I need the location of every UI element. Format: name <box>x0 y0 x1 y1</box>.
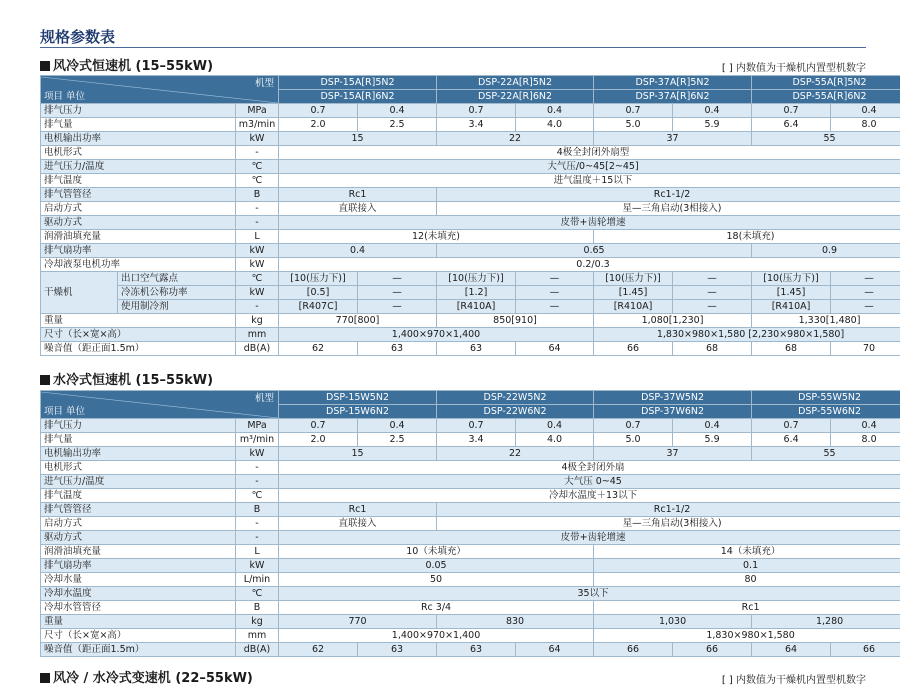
cell: 4极全封闭外扇 <box>279 461 900 475</box>
row-label: 排气压力 <box>41 104 236 118</box>
cell: 0.2/0.3 <box>279 258 900 272</box>
cell: 80 <box>594 573 900 587</box>
table-row <box>41 216 900 230</box>
row-unit: - <box>236 461 279 475</box>
row-unit: mm <box>236 328 279 342</box>
air-section-note: [ ] 内数值为干燥机内置型机数字 <box>721 63 866 74</box>
cell: 64 <box>516 643 594 657</box>
row-unit: ℃ <box>236 272 279 286</box>
cell: 5.0 <box>594 433 673 447</box>
table-row <box>41 419 900 433</box>
cell: 0.9 <box>752 244 900 258</box>
cell: — <box>673 286 752 300</box>
title-rule <box>40 47 866 48</box>
row-unit: ℃ <box>236 489 279 503</box>
table-row <box>41 587 900 601</box>
air-model-4b: DSP-55A[R]6N2 <box>752 90 900 104</box>
cell: 0.4 <box>831 104 900 118</box>
row-label: 电机形式 <box>41 461 236 475</box>
row-label: 冷却液泵电机功率 <box>41 258 236 272</box>
row-unit: dB(A) <box>236 643 279 657</box>
table-row <box>41 104 900 118</box>
water-model-2: DSP-22W5N2 <box>437 391 594 405</box>
table-row <box>41 300 900 314</box>
cell: 冷却水温度＋13以下 <box>279 489 900 503</box>
table-row <box>41 433 900 447</box>
row-unit: B <box>236 601 279 615</box>
cell: 18(未填充) <box>594 230 900 244</box>
cell: 4.0 <box>516 433 594 447</box>
water-section-heading-text: 水冷式恒速机 (15–55kW) <box>53 373 214 388</box>
water-spec-table <box>40 390 900 657</box>
row-unit: kW <box>236 447 279 461</box>
cell: 1,080[1,230] <box>594 314 752 328</box>
row-label: 出口空气露点 <box>118 272 236 286</box>
cell: 3.4 <box>437 118 516 132</box>
cell: [R410A] <box>594 300 673 314</box>
table-row <box>41 202 900 216</box>
cell: 1,400×970×1,400 <box>279 629 594 643</box>
row-label: 使用制冷剂 <box>118 300 236 314</box>
cell: 63 <box>358 643 437 657</box>
row-unit: ℃ <box>236 587 279 601</box>
cell: 22 <box>437 447 594 461</box>
cell: 直联接入 <box>279 517 437 531</box>
cell: 1,330[1,480] <box>752 314 900 328</box>
row-unit: kW <box>236 286 279 300</box>
cell: 770 <box>279 615 437 629</box>
cell: 10（未填充） <box>279 545 594 559</box>
row-unit: - <box>236 300 279 314</box>
page-title: 规格参数表 <box>40 28 116 46</box>
row-label: 重量 <box>41 615 236 629</box>
row-label: 尺寸（长×宽×高） <box>41 328 236 342</box>
cell: 66 <box>831 643 900 657</box>
row-unit: kW <box>236 258 279 272</box>
row-label: 噪音值（距正面1.5m） <box>41 342 236 356</box>
cell: — <box>673 272 752 286</box>
dryer-label: 干燥机 <box>41 272 118 314</box>
row-unit: MPa <box>236 104 279 118</box>
cell: — <box>516 286 594 300</box>
cell: 0.4 <box>358 104 437 118</box>
cell: 2.5 <box>358 433 437 447</box>
air-model-1b: DSP-15A[R]6N2 <box>279 90 437 104</box>
cell: 68 <box>752 342 831 356</box>
table-row <box>41 559 900 573</box>
cell: 2.0 <box>279 118 358 132</box>
cell: [10(压力下)] <box>752 272 831 286</box>
cell: 15 <box>279 132 437 146</box>
cell: [0.5] <box>279 286 358 300</box>
row-unit: m³/min <box>236 433 279 447</box>
air-model-2b: DSP-22A[R]6N2 <box>437 90 594 104</box>
cell: 64 <box>516 342 594 356</box>
cell: 皮带+齿轮增速 <box>279 531 900 545</box>
cell: [10(压力下)] <box>437 272 516 286</box>
cell: 63 <box>358 342 437 356</box>
row-label: 排气扇功率 <box>41 559 236 573</box>
row-label: 排气温度 <box>41 489 236 503</box>
water-item-label: 项目 单位 <box>44 405 86 417</box>
square-bullet-icon <box>40 673 50 683</box>
table-row <box>41 503 900 517</box>
row-label: 润滑油填充量 <box>41 545 236 559</box>
square-bullet-icon <box>40 61 50 71</box>
cell: 大气压 0~45 <box>279 475 900 489</box>
cell: [10(压力下)] <box>594 272 673 286</box>
cell: 0.4 <box>516 104 594 118</box>
row-unit: L <box>236 230 279 244</box>
water-header-corner <box>41 391 279 419</box>
cell: — <box>516 300 594 314</box>
table-row <box>41 447 900 461</box>
row-label: 冷却水管管径 <box>41 601 236 615</box>
cell: 0.4 <box>516 419 594 433</box>
row-label: 冷却水量 <box>41 573 236 587</box>
row-unit: kg <box>236 314 279 328</box>
cell: 15 <box>279 447 437 461</box>
row-unit: B <box>236 503 279 517</box>
air-section-heading <box>40 55 213 74</box>
cell: 星—三角启动(3相接入) <box>437 517 900 531</box>
row-unit: m3/min <box>236 118 279 132</box>
cell: [1.45] <box>752 286 831 300</box>
table-row <box>41 629 900 643</box>
cell: 63 <box>437 643 516 657</box>
row-unit: L/min <box>236 573 279 587</box>
cell: 星—三角启动(3相接入) <box>437 202 900 216</box>
water-model-3b: DSP-37W6N2 <box>594 405 752 419</box>
air-model-3: DSP-37A[R]5N2 <box>594 76 752 90</box>
cell: 12(未填充) <box>279 230 594 244</box>
cell: 64 <box>752 643 831 657</box>
cell: 63 <box>437 342 516 356</box>
water-model-4: DSP-55W5N2 <box>752 391 900 405</box>
cell: — <box>358 300 437 314</box>
cell: [10(压力下)] <box>279 272 358 286</box>
table-row <box>41 461 900 475</box>
cell: 35以下 <box>279 587 900 601</box>
cell: 0.7 <box>279 419 358 433</box>
vfd-section-note: [ ] 内数值为干燥机内置型机数字 <box>721 675 866 686</box>
cell: 4.0 <box>516 118 594 132</box>
row-label: 润滑油填充量 <box>41 230 236 244</box>
table-row <box>41 475 900 489</box>
water-model-1: DSP-15W5N2 <box>279 391 437 405</box>
table-row <box>41 188 900 202</box>
row-label: 启动方式 <box>41 202 236 216</box>
row-unit: kW <box>236 244 279 258</box>
cell: 直联接入 <box>279 202 437 216</box>
cell: 8.0 <box>831 433 900 447</box>
cell: 0.7 <box>752 104 831 118</box>
cell: 0.4 <box>673 104 752 118</box>
water-model-1b: DSP-15W6N2 <box>279 405 437 419</box>
cell: 5.0 <box>594 118 673 132</box>
row-label: 电机形式 <box>41 146 236 160</box>
cell: Rc1-1/2 <box>437 503 900 517</box>
cell: [R410A] <box>752 300 831 314</box>
cell: 770[800] <box>279 314 437 328</box>
cell: — <box>516 272 594 286</box>
cell: 0.7 <box>437 419 516 433</box>
row-label: 电机输出功率 <box>41 132 236 146</box>
row-label: 尺寸（长×宽×高） <box>41 629 236 643</box>
cell: 6.4 <box>752 118 831 132</box>
table-row <box>41 146 900 160</box>
row-unit: - <box>236 146 279 160</box>
air-header-corner <box>41 76 279 104</box>
cell: 850[910] <box>437 314 594 328</box>
air-header-row-1 <box>41 76 900 90</box>
row-unit: kW <box>236 132 279 146</box>
air-model-4: DSP-55A[R]5N2 <box>752 76 900 90</box>
cell: 0.4 <box>673 419 752 433</box>
cell: 进气温度＋15以下 <box>279 174 900 188</box>
water-model-2b: DSP-22W6N2 <box>437 405 594 419</box>
air-section-heading-text: 风冷式恒速机 (15–55kW) <box>53 59 214 74</box>
table-row <box>41 286 900 300</box>
cell: Rc1-1/2 <box>437 188 900 202</box>
cell: — <box>831 300 900 314</box>
cell: 55 <box>752 132 900 146</box>
row-unit: ℃ <box>236 160 279 174</box>
cell: 66 <box>594 342 673 356</box>
cell: 0.1 <box>594 559 900 573</box>
cell: 0.4 <box>279 244 437 258</box>
row-label: 排气量 <box>41 433 236 447</box>
air-item-label: 项目 单位 <box>44 90 86 102</box>
air-model-1: DSP-15A[R]5N2 <box>279 76 437 90</box>
row-label: 进气压力/温度 <box>41 160 236 174</box>
cell: 0.65 <box>437 244 752 258</box>
vfd-section-heading-text: 风冷 / 水冷式变速机 (22–55kW) <box>53 671 253 686</box>
row-unit: L <box>236 545 279 559</box>
table-row <box>41 601 900 615</box>
cell: 62 <box>279 342 358 356</box>
cell: 14（未填充） <box>594 545 900 559</box>
air-spec-table <box>40 75 900 356</box>
cell: [R410A] <box>437 300 516 314</box>
row-unit: - <box>236 531 279 545</box>
cell: 0.4 <box>831 419 900 433</box>
table-row <box>41 517 900 531</box>
row-unit: kW <box>236 559 279 573</box>
square-bullet-icon <box>40 375 50 385</box>
row-unit: - <box>236 517 279 531</box>
row-label: 驱动方式 <box>41 531 236 545</box>
water-model-label: 机型 <box>255 392 275 404</box>
cell: 1,400×970×1,400 <box>279 328 594 342</box>
row-unit: - <box>236 202 279 216</box>
cell: 6.4 <box>752 433 831 447</box>
row-label: 排气管管径 <box>41 503 236 517</box>
row-label: 排气压力 <box>41 419 236 433</box>
cell: Rc1 <box>279 188 437 202</box>
row-label: 启动方式 <box>41 517 236 531</box>
cell: Rc 3/4 <box>279 601 594 615</box>
table-row <box>41 118 900 132</box>
cell: 66 <box>673 643 752 657</box>
cell: 22 <box>437 132 594 146</box>
table-row <box>41 132 900 146</box>
cell: Rc1 <box>594 601 900 615</box>
row-label: 重量 <box>41 314 236 328</box>
cell: [R407C] <box>279 300 358 314</box>
cell: — <box>831 272 900 286</box>
cell: 0.7 <box>752 419 831 433</box>
cell: 0.7 <box>279 104 358 118</box>
table-row <box>41 230 900 244</box>
cell: 830 <box>437 615 594 629</box>
vfd-section-heading <box>40 667 253 686</box>
cell: 50 <box>279 573 594 587</box>
cell: — <box>831 286 900 300</box>
row-label: 电机输出功率 <box>41 447 236 461</box>
row-unit: MPa <box>236 419 279 433</box>
table-row <box>41 244 900 258</box>
table-row <box>41 174 900 188</box>
cell: 1,030 <box>594 615 752 629</box>
table-row <box>41 160 900 174</box>
row-unit: mm <box>236 629 279 643</box>
row-unit: - <box>236 216 279 230</box>
row-label: 冷却水温度 <box>41 587 236 601</box>
cell: 1,830×980×1,580 [2,230×980×1,580] <box>594 328 900 342</box>
cell: 2.0 <box>279 433 358 447</box>
cell: 68 <box>673 342 752 356</box>
cell: [1.2] <box>437 286 516 300</box>
cell: — <box>358 272 437 286</box>
cell: 大气压/0~45[2~45] <box>279 160 900 174</box>
water-header-row-1 <box>41 391 900 405</box>
cell: 0.4 <box>358 419 437 433</box>
water-model-4b: DSP-55W6N2 <box>752 405 900 419</box>
cell: — <box>358 286 437 300</box>
cell: 5.9 <box>673 118 752 132</box>
cell: 0.05 <box>279 559 594 573</box>
row-label: 排气管管径 <box>41 188 236 202</box>
table-row <box>41 342 900 356</box>
row-unit: kg <box>236 615 279 629</box>
table-row <box>41 615 900 629</box>
cell: 4极全封闭外扇型 <box>279 146 900 160</box>
table-row <box>41 272 900 286</box>
row-label: 冷冻机公称功率 <box>118 286 236 300</box>
cell: — <box>673 300 752 314</box>
table-row <box>41 531 900 545</box>
row-label: 排气温度 <box>41 174 236 188</box>
cell: 2.5 <box>358 118 437 132</box>
cell: 1,280 <box>752 615 900 629</box>
row-unit: B <box>236 188 279 202</box>
table-row <box>41 643 900 657</box>
cell: 0.7 <box>594 419 673 433</box>
table-row <box>41 328 900 342</box>
water-model-3: DSP-37W5N2 <box>594 391 752 405</box>
table-row <box>41 545 900 559</box>
cell: 0.7 <box>594 104 673 118</box>
cell: 8.0 <box>831 118 900 132</box>
table-row <box>41 258 900 272</box>
row-label: 进气压力/温度 <box>41 475 236 489</box>
cell: 皮带+齿轮增速 <box>279 216 900 230</box>
row-unit: ℃ <box>236 174 279 188</box>
table-row <box>41 489 900 503</box>
cell: 5.9 <box>673 433 752 447</box>
cell: 0.7 <box>437 104 516 118</box>
row-label: 噪音值（距正面1.5m） <box>41 643 236 657</box>
cell: [1.45] <box>594 286 673 300</box>
cell: 3.4 <box>437 433 516 447</box>
row-label: 驱动方式 <box>41 216 236 230</box>
cell: 1,830×980×1,580 <box>594 629 900 643</box>
water-section-heading <box>40 369 213 388</box>
cell: 66 <box>594 643 673 657</box>
row-unit: - <box>236 475 279 489</box>
air-model-3b: DSP-37A[R]6N2 <box>594 90 752 104</box>
row-label: 排气量 <box>41 118 236 132</box>
row-label: 排气扇功率 <box>41 244 236 258</box>
air-model-2: DSP-22A[R]5N2 <box>437 76 594 90</box>
cell: 37 <box>594 447 752 461</box>
table-row <box>41 314 900 328</box>
air-model-label: 机型 <box>255 77 275 89</box>
cell: 55 <box>752 447 900 461</box>
row-unit: dB(A) <box>236 342 279 356</box>
table-row <box>41 573 900 587</box>
cell: 37 <box>594 132 752 146</box>
cell: Rc1 <box>279 503 437 517</box>
cell: 62 <box>279 643 358 657</box>
cell: 70 <box>831 342 900 356</box>
